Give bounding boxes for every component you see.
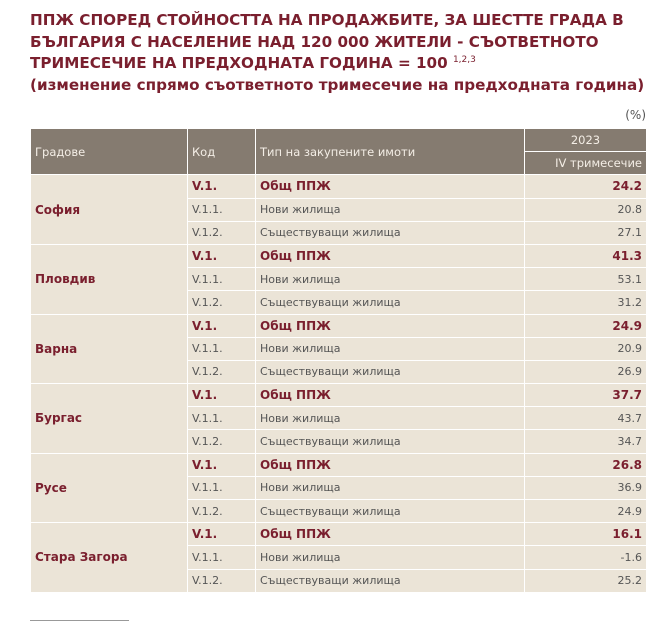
- type-cell: Нови жилища: [256, 546, 525, 569]
- value-cell: 24.9: [525, 500, 647, 523]
- type-cell: Нови жилища: [256, 337, 525, 360]
- type-cell: Общ ППЖ: [256, 244, 525, 267]
- code-cell: V.1.1.: [188, 476, 256, 499]
- value-cell: 24.9: [525, 314, 647, 337]
- city-name: Бургас: [31, 384, 188, 454]
- code-cell: V.1.2.: [188, 221, 256, 244]
- code-cell: V.1.: [188, 244, 256, 267]
- code-cell: V.1.: [188, 175, 256, 198]
- code-cell: V.1.1.: [188, 337, 256, 360]
- title-footnote-refs: 1,2,3: [452, 54, 476, 65]
- footnote-divider: [30, 620, 129, 621]
- table-row: [31, 175, 647, 198]
- value-cell: 26.8: [525, 453, 647, 476]
- code-cell: V.1.1.: [188, 198, 256, 221]
- value-cell: 31.2: [525, 291, 647, 314]
- city-name: Русе: [31, 453, 188, 523]
- code-cell: V.1.2.: [188, 569, 256, 592]
- type-cell: Нови жилища: [256, 407, 525, 430]
- table-body: [31, 175, 647, 592]
- header-year: 2023: [525, 129, 647, 152]
- table-row: [31, 244, 647, 267]
- type-cell: Съществуващи жилища: [256, 291, 525, 314]
- city-name: Стара Загора: [31, 523, 188, 593]
- type-cell: Общ ППЖ: [256, 453, 525, 476]
- title-main: ППЖ СПОРЕД СТОЙНОСТТА НА ПРОДАЖБИТЕ, ЗА ШЕСТТЕ ГРАДА В БЪЛГАРИЯ С НАСЕЛЕНИЕ НАД 120 000 ЖИТЕЛИ - СЪОТВЕТНОТО ТРИМЕСЕЧИЕ НА ПРЕДХОДНАТА ГОДИНА = 100: [30, 11, 624, 72]
- value-cell: 41.3: [525, 244, 647, 267]
- city-name: София: [31, 175, 188, 245]
- header-quarter: IV тримесечие: [525, 152, 647, 175]
- type-cell: Общ ППЖ: [256, 314, 525, 337]
- table-row: [31, 453, 647, 476]
- code-cell: V.1.: [188, 453, 256, 476]
- unit-label: (%): [625, 108, 646, 122]
- value-cell: 24.2: [525, 175, 647, 198]
- type-cell: Нови жилища: [256, 476, 525, 499]
- page-title: [30, 10, 650, 96]
- value-cell: 20.8: [525, 198, 647, 221]
- type-cell: Съществуващи жилища: [256, 360, 525, 383]
- code-cell: V.1.1.: [188, 407, 256, 430]
- code-cell: V.1.2.: [188, 500, 256, 523]
- title-subtitle: (изменение спрямо съответното тримесечие на предходната година): [30, 75, 645, 94]
- value-cell: 36.9: [525, 476, 647, 499]
- value-cell: 26.9: [525, 360, 647, 383]
- value-cell: 27.1: [525, 221, 647, 244]
- code-cell: V.1.: [188, 314, 256, 337]
- code-cell: V.1.2.: [188, 291, 256, 314]
- value-cell: 20.9: [525, 337, 647, 360]
- table-row: [31, 314, 647, 337]
- value-cell: 34.7: [525, 430, 647, 453]
- type-cell: Общ ППЖ: [256, 175, 525, 198]
- type-cell: Общ ППЖ: [256, 523, 525, 546]
- table-row: [31, 523, 647, 546]
- code-cell: V.1.: [188, 384, 256, 407]
- data-table: [30, 128, 647, 593]
- header-code: Код: [188, 129, 256, 175]
- code-cell: V.1.1.: [188, 546, 256, 569]
- value-cell: 53.1: [525, 268, 647, 291]
- header-city: Градове: [31, 129, 188, 175]
- type-cell: Съществуващи жилища: [256, 221, 525, 244]
- value-cell: 25.2: [525, 569, 647, 592]
- value-cell: 16.1: [525, 523, 647, 546]
- type-cell: Съществуващи жилища: [256, 500, 525, 523]
- type-cell: Съществуващи жилища: [256, 569, 525, 592]
- type-cell: Нови жилища: [256, 268, 525, 291]
- city-name: Варна: [31, 314, 188, 384]
- type-cell: Нови жилища: [256, 198, 525, 221]
- value-cell: 43.7: [525, 407, 647, 430]
- code-cell: V.1.1.: [188, 268, 256, 291]
- value-cell: -1.6: [525, 546, 647, 569]
- type-cell: Общ ППЖ: [256, 384, 525, 407]
- code-cell: V.1.2.: [188, 360, 256, 383]
- city-name: Пловдив: [31, 244, 188, 314]
- header-type: Тип на закупените имоти: [256, 129, 525, 175]
- type-cell: Съществуващи жилища: [256, 430, 525, 453]
- code-cell: V.1.2.: [188, 430, 256, 453]
- value-cell: 37.7: [525, 384, 647, 407]
- table-row: [31, 384, 647, 407]
- code-cell: V.1.: [188, 523, 256, 546]
